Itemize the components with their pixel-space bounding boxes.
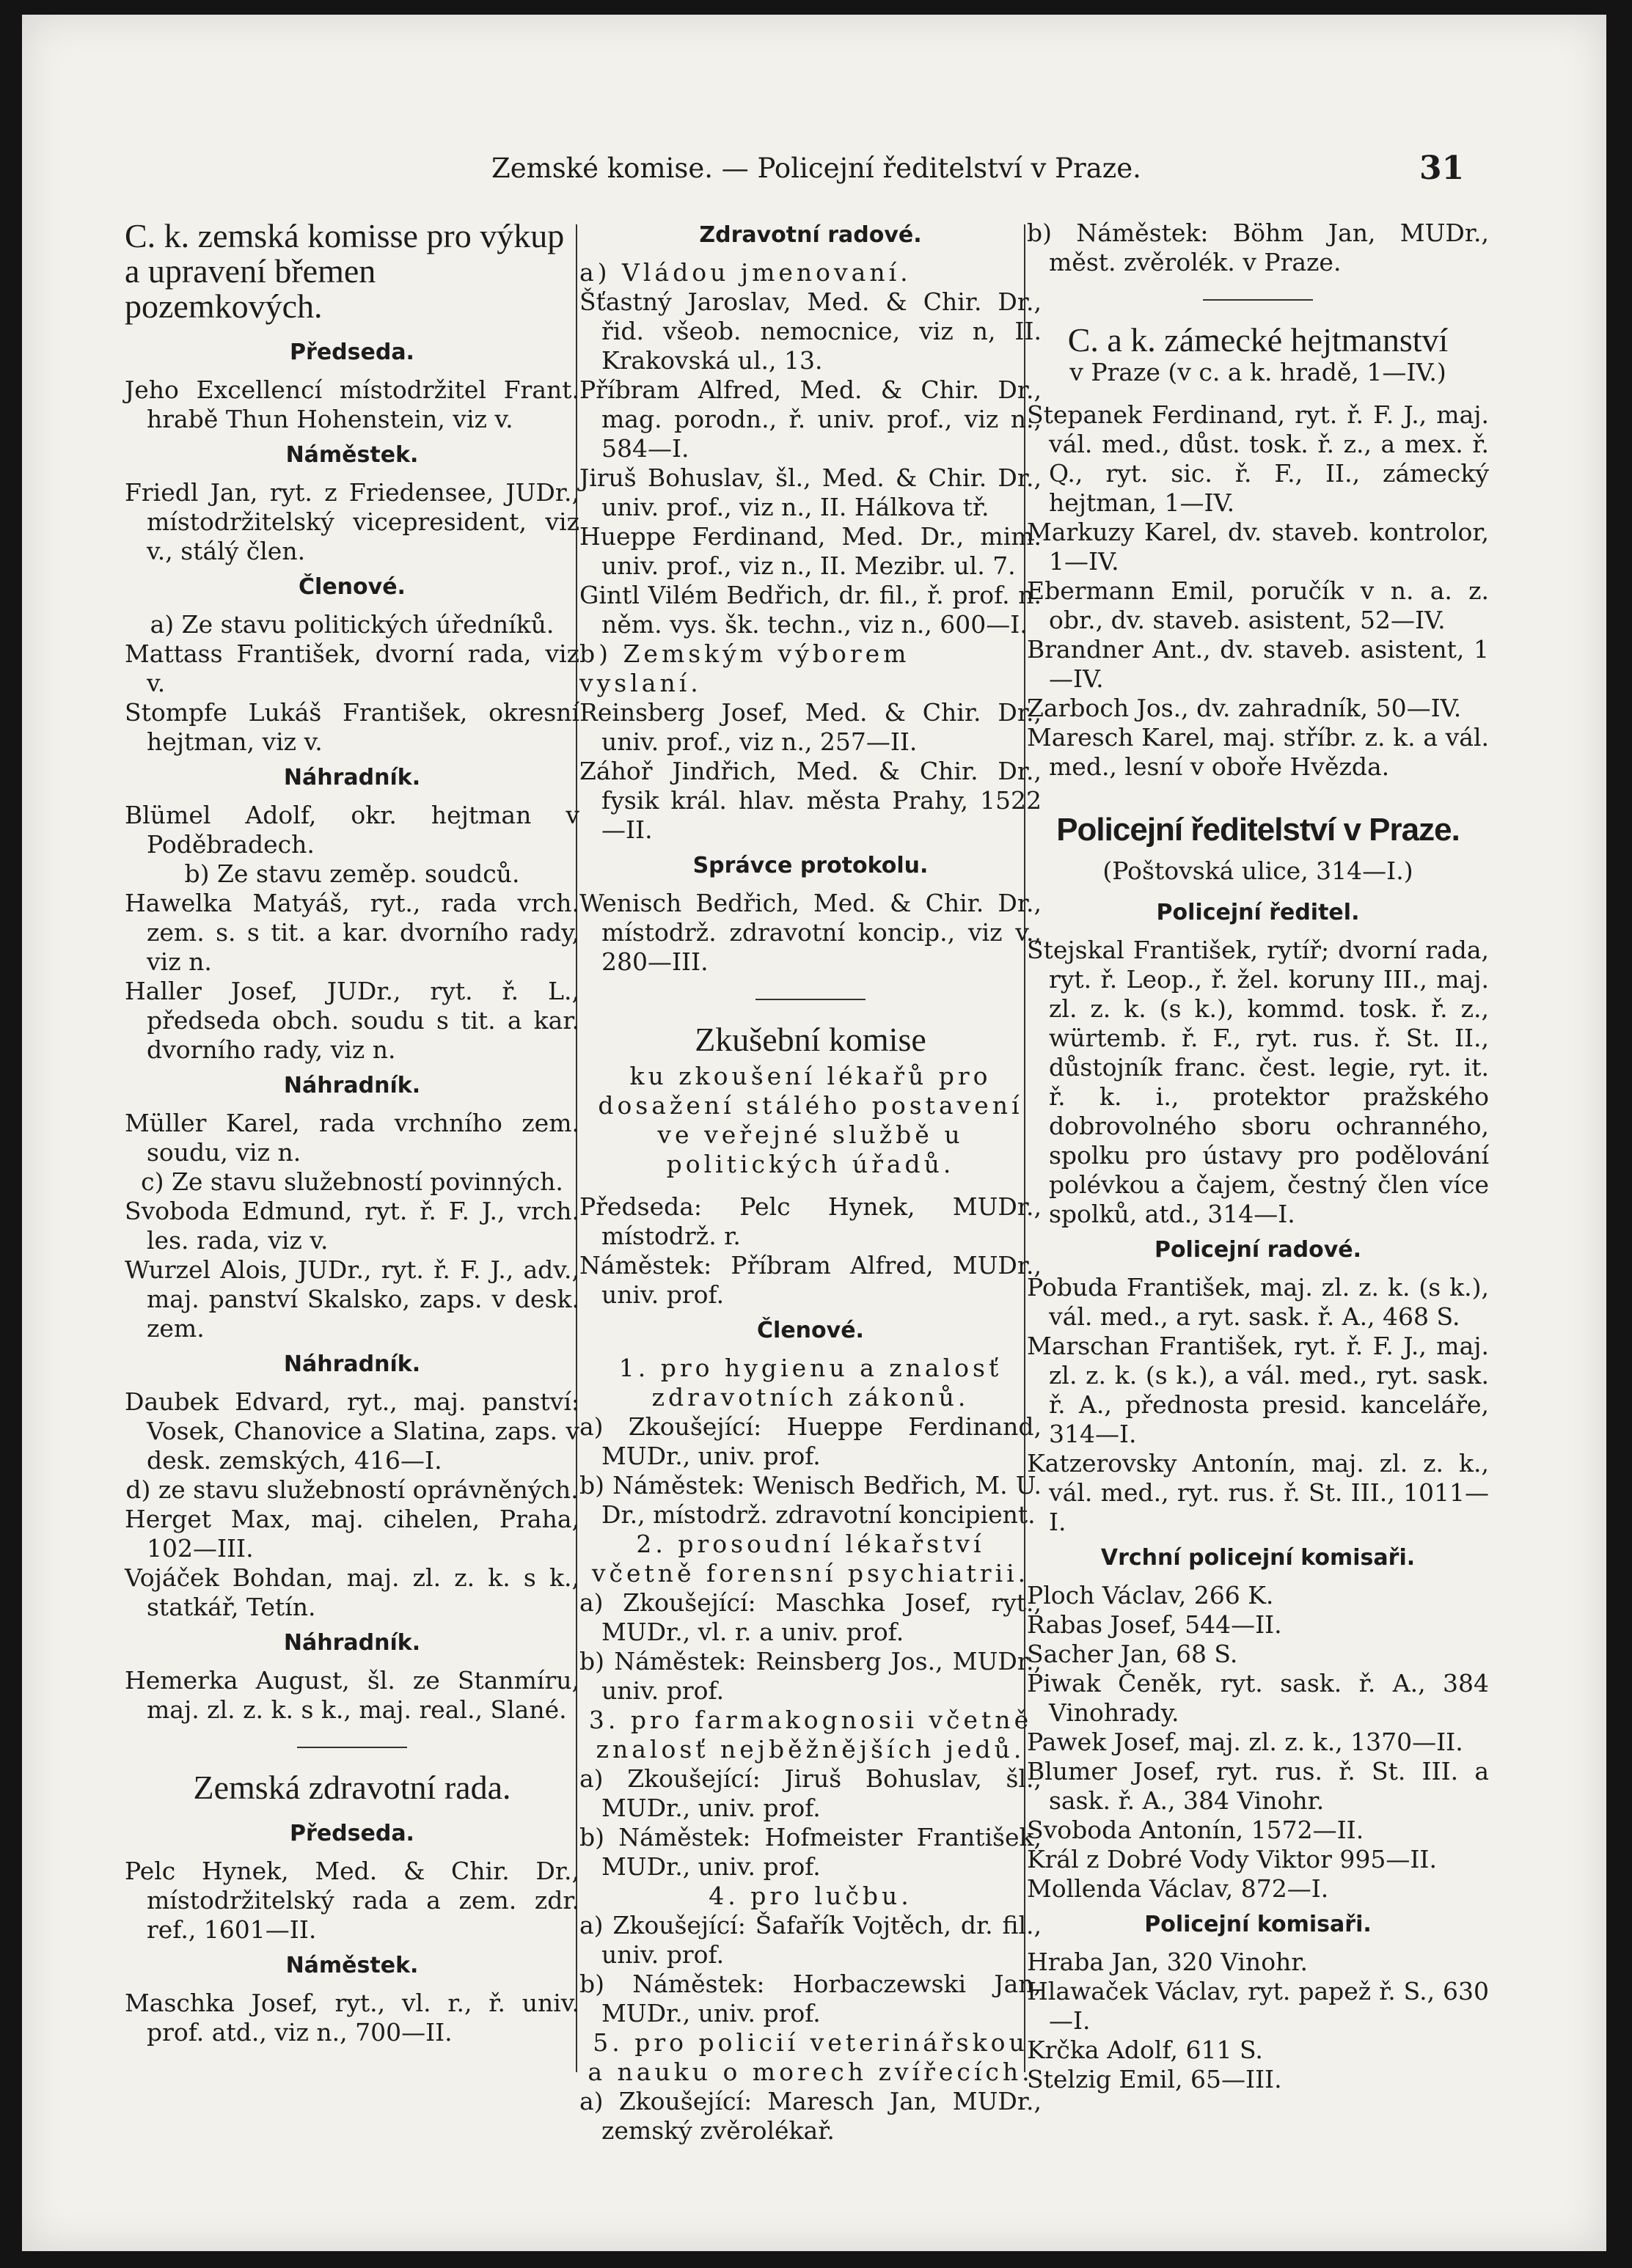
entry-s2a: a) Zkoušející: Maschka Josef, ryt., MUDr., vl. r. a univ. prof. — [579, 1588, 1042, 1646]
entry-k3: Krčka Adolf, 611 S. — [1027, 2036, 1263, 2064]
entry-s1b: b) Náměstek: Wenisch Bedřich, M. U. Dr., místodrž. zdravotní koncipient. — [579, 1471, 1042, 1529]
entry-b1: Hawelka Matyáš, ryt., rada vrch. zem. s. s tit. a kar. dvorního rady, viz n. — [125, 889, 579, 976]
entry-col2-a5: Gintl Vilém Bedřich, dr. fil., ř. prof. n. něm. vys. šk. techn., viz n., 600—I. — [579, 581, 1042, 639]
hejtmanstvi-address: v Praze (v c. a k. hradě, 1—IV.) — [1069, 358, 1446, 386]
entry-col2-a4: Hueppe Ferdinand, Med. Dr., mim. univ. prof., viz n., II. Mezibr. ul. 7. — [579, 522, 1042, 580]
entry-h6: Maresch Karel, maj. stříbr. z. k. a vál. med., lesní v oboře Hvězda. — [1027, 723, 1489, 781]
heading-namestek: Náměstek. — [285, 442, 419, 468]
column-3 — [1027, 219, 1489, 2094]
entry-s3b: b) Náměstek: Hofmeister František, MUDr., univ. prof. — [579, 1823, 1042, 1881]
entry-col3-top: b) Náměstek: Böhm Jan, MUDr., měst. zvěrolék. v Praze. — [1027, 219, 1489, 276]
entry-v3: Sacher Jan, 68 S. — [1027, 1640, 1238, 1668]
entry-s4a: a) Zkoušející: Šafařík Vojtěch, dr. fil., univ. prof. — [579, 1911, 1042, 1969]
entry-s4b: b) Náměstek: Horbaczewski Jan, MUDr., univ. prof. — [579, 1970, 1042, 2027]
column-2 — [579, 219, 1042, 2146]
entry-k4: Stelzig Emil, 65—III. — [1027, 2065, 1282, 2093]
entry-r2: Marschan František, ryt. ř. F. J., maj. zl. z. k. (s k.), a vál. med., ryt. sask. ř. A., přednosta presid. kanceláře, 314—I. — [1027, 1332, 1489, 1448]
entry-col2-a2: Příbram Alfred, Med. & Chir. Dr., mag. porodn., ř. univ. prof., viz n., 584—I. — [579, 375, 1042, 463]
section-title-policejni-reditelstvi: Policejní ředitelství v Praze. — [1056, 812, 1460, 848]
subheading-c: c) Ze stavu služebností povinných. — [141, 1167, 563, 1196]
subject-1: 1. pro hygienu a znalosť zdravotních zákonů. — [618, 1354, 1003, 1412]
heading-nahradnik-2: Náhradník. — [283, 1073, 421, 1098]
entry-h2: Markuzy Karel, dv. staveb. kontrolor, 1—IV. — [1027, 518, 1489, 576]
entry-zkus-namestek: Náměstek: Příbram Alfred, MUDr., univ. prof. — [579, 1251, 1042, 1309]
entry-s2b: b) Náměstek: Reinsberg Jos., MUDr., univ. prof. — [579, 1647, 1042, 1705]
entry-v2: Rabas Josef, 544—II. — [1027, 1610, 1282, 1639]
entry-nahradnik-3: Daubek Edvard, ryt., maj. panství: Vosek, Chanovice a Slatina, zaps. v desk. zemských, 416—I. — [125, 1387, 579, 1475]
entry-v6: Blumer Josef, ryt. rus. ř. St. III. a sask. ř. A., 384 Vinohr. — [1027, 1757, 1489, 1815]
section-title-zamecke-hejtmanstvi: C. a k. zámecké hejtmanství — [1067, 321, 1449, 359]
entry-a2: Stompfe Lukáš František, okresní hejtman, viz v. — [125, 698, 579, 756]
entry-zdrav-predseda: Pelc Hynek, Med. & Chir. Dr., místodržitelský rada a zem. zdr. ref., 1601—II. — [125, 1857, 579, 1944]
heading-zkus-clenove: Členové. — [757, 1318, 864, 1343]
subject-5: 5. pro policií veterinářskou a nauku o morech zvířecích. — [588, 2028, 1033, 2086]
page-header — [22, 150, 1606, 204]
subheading-vladou: a) Vládou jmenovaní. — [579, 258, 912, 287]
section-title-zkusebni-komise: Zkušební komise — [695, 1021, 926, 1058]
entry-s1a: a) Zkoušející: Hueppe Ferdinand, MUDr., univ. prof. — [579, 1412, 1042, 1470]
zkusebni-komise-subtitle: ku zkoušení lékařů pro dosažení stálého postavení ve veřejné službě u politických úřadů. — [598, 1062, 1023, 1178]
heading-policejni-komisari: Policejní komisaři. — [1144, 1912, 1372, 1937]
section-title-zdravotni-rada: Zemská zdravotní rada. — [193, 1769, 511, 1806]
entry-a1: Mattass František, dvorní rada, viz v. — [125, 639, 579, 697]
entry-h4: Brandner Ant., dv. staveb. asistent, 1—IV. — [1027, 635, 1489, 693]
entry-col2-b1: Reinsberg Josef, Med. & Chir. Dr., univ. prof., viz n., 257—II. — [579, 698, 1042, 756]
heading-zdravotni-radove: Zdravotní radové. — [699, 222, 922, 248]
subheading-b: b) Ze stavu zeměp. soudců. — [184, 859, 520, 888]
entry-k1: Hraba Jan, 320 Vinohr. — [1027, 1948, 1308, 1976]
entry-zdrav-namestek: Maschka Josef, ryt., vl. r., ř. univ. prof. atd., viz n., 700—II. — [125, 1989, 579, 2047]
entry-r3: Katzerovsky Antonín, maj. zl. z. k., vál. med., ryt. rus. ř. St. III., 1011—I. — [1027, 1449, 1489, 1536]
reditelstvi-address: (Poštovská ulice, 314—I.) — [1102, 856, 1413, 885]
heading-spravce-protokolu: Správce protokolu. — [692, 853, 929, 878]
subject-4: 4. pro lučbu. — [709, 1882, 912, 1910]
running-title: Zemské komise. — Policejní ředitelství v Praze. — [491, 153, 1141, 184]
entry-col2-a3: Jiruš Bohuslav, šl., Med. & Chir. Dr., univ. prof., viz n., II. Hálkova tř. — [579, 463, 1042, 521]
heading-nahradnik-1: Náhradník. — [283, 765, 421, 790]
subheading-zemskym-vyborem: b) Zemským výborem vyslaní. — [579, 639, 910, 697]
entry-col2-b2: Záhoř Jindřich, Med. & Chir. Dr., fysik král. hlav. města Prahy, 1522—II. — [579, 757, 1042, 844]
entry-zkus-predseda: Předseda: Pelc Hynek, MUDr., místodrž. r. — [579, 1192, 1042, 1250]
heading-policejni-reditel: Policejní ředitel. — [1156, 900, 1360, 925]
heading-clenove: Členové. — [299, 574, 406, 600]
entry-v4: Piwak Čeněk, ryt. sask. ř. A., 384 Vinohrady. — [1027, 1669, 1489, 1727]
entry-v8: Král z Dobré Vody Viktor 995—II. — [1027, 1845, 1437, 1874]
entry-v1: Ploch Václav, 266 K. — [1027, 1581, 1274, 1610]
entry-s3a: a) Zkoušející: Jiruš Bohuslav, šl., MUDr., univ. prof. — [579, 1764, 1042, 1822]
separator-rule-2 — [755, 999, 866, 1000]
entry-d1: Herget Max, maj. cihelen, Praha, 102—III. — [125, 1505, 579, 1563]
heading-policejni-radove: Policejní radové. — [1154, 1237, 1362, 1263]
entry-h1: Stepanek Ferdinand, ryt. ř. F. J., maj. vál. med., důst. tosk. ř. z., a mex. ř. Q., ryt. sic. ř. F., II., zámecký hejtman, 1—IV. — [1027, 400, 1489, 517]
entry-h3: Ebermann Emil, poručík v n. a. z. obr., dv. staveb. asistent, 52—IV. — [1027, 576, 1489, 634]
section-title-komise: C. k. zemská komisse pro výkup a upravení břemen pozemkových. — [125, 217, 565, 325]
entry-v7: Svoboda Antonín, 1572—II. — [1027, 1816, 1364, 1844]
entry-v5: Pawek Josef, maj. zl. z. k., 1370—II. — [1027, 1728, 1463, 1756]
entry-k2: Hlawaček Václav, ryt. papež ř. S., 630—I. — [1027, 1977, 1489, 2035]
entry-c2: Wurzel Alois, JUDr., ryt. ř. F. J., adv., maj. panství Skalsko, zaps. v desk. zem. — [125, 1255, 579, 1343]
subject-3: 3. pro farmakognosii včetně znalosť nejběžnějších jedů. — [588, 1706, 1033, 1764]
separator-rule-3 — [1203, 299, 1313, 301]
entry-nahradnik-4: Hemerka August, šl. ze Stanmíru, maj. zl. z. k. s k., maj. real., Slané. — [125, 1666, 579, 1724]
entry-nahradnik-1: Blümel Adolf, okr. hejtman v Poděbradech. — [125, 801, 579, 859]
page — [22, 15, 1606, 2251]
heading-zdrav-predseda: Předseda. — [290, 1821, 414, 1846]
entry-d2: Vojáček Bohdan, maj. zl. z. k. s k., statkář, Tetín. — [125, 1563, 579, 1621]
subheading-a: a) Ze stavu politických úředníků. — [150, 610, 555, 639]
subject-2: 2. prosoudní lékařství včetně forensní psychiatrii. — [591, 1530, 1030, 1588]
subheading-d: d) ze stavu služebností oprávněných. — [125, 1475, 579, 1504]
entry-c1: Svoboda Edmund, ryt. ř. F. J., vrch. les. rada, viz v. — [125, 1197, 579, 1255]
heading-nahradnik-3: Náhradník. — [283, 1351, 421, 1377]
entry-r1: Pobuda František, maj. zl. z. k. (s k.), vál. med., a ryt. sask. ř. A., 468 S. — [1027, 1273, 1489, 1331]
entry-v9: Mollenda Václav, 872—I. — [1027, 1874, 1329, 1903]
entry-b2: Haller Josef, JUDr., ryt. ř. L., předseda obch. soudu s tit. a kar. dvorního rady, viz n. — [125, 977, 579, 1064]
entry-reditel: Stejskal František, rytíř; dvorní rada, ryt. ř. Leop., ř. žel. koruny III., maj. zl. z. k. (s k.), kommd. tosk. ř. z., würtemb. ř. F., ryt. rus. ř. St. II., důstojník franc. čest. legie, ryt. it. ř. k. i., protektor pražského dobrovolného sboru ochranného, spolku pro ústavy pro podělování polévkou a čajem, čestný člen více spolků, atd., 314—I. — [1027, 936, 1489, 1228]
heading-nahradnik-4: Náhradník. — [283, 1630, 421, 1656]
entry-h5: Zarboch Jos., dv. zahradník, 50—IV. — [1027, 694, 1462, 722]
entry-col2-a1: Šťastný Jaroslav, Med. & Chir. Dr., řid. všeob. nemocnice, viz n, II. Krakovská ul., 13. — [579, 287, 1042, 375]
heading-zdrav-namestek: Náměstek. — [285, 1953, 419, 1978]
entry-namestek: Friedl Jan, ryt. z Friedensee, JUDr., místodržitelský vicepresident, viz v., stálý člen. — [125, 478, 579, 565]
entry-nahradnik-2: Müller Karel, rada vrchního zem. soudu, viz n. — [125, 1109, 579, 1167]
heading-predseda: Předseda. — [290, 340, 414, 365]
page-number: 31 — [1419, 150, 1465, 187]
entry-s5a: a) Zkoušející: Maresch Jan, MUDr., zemský zvěrolékař. — [579, 2087, 1042, 2145]
entry-predseda: Jeho Excellencí místodržitel Frant. hrabě Thun Hohenstein, viz v. — [125, 375, 579, 433]
column-1 — [125, 219, 579, 2047]
separator-rule — [297, 1747, 407, 1748]
entry-spravce: Wenisch Bedřich, Med. & Chir. Dr., místodrž. zdravotní koncip., viz v., 280—III. — [579, 889, 1042, 976]
heading-vrchni-komisari: Vrchní policejní komisaři. — [1100, 1545, 1416, 1571]
